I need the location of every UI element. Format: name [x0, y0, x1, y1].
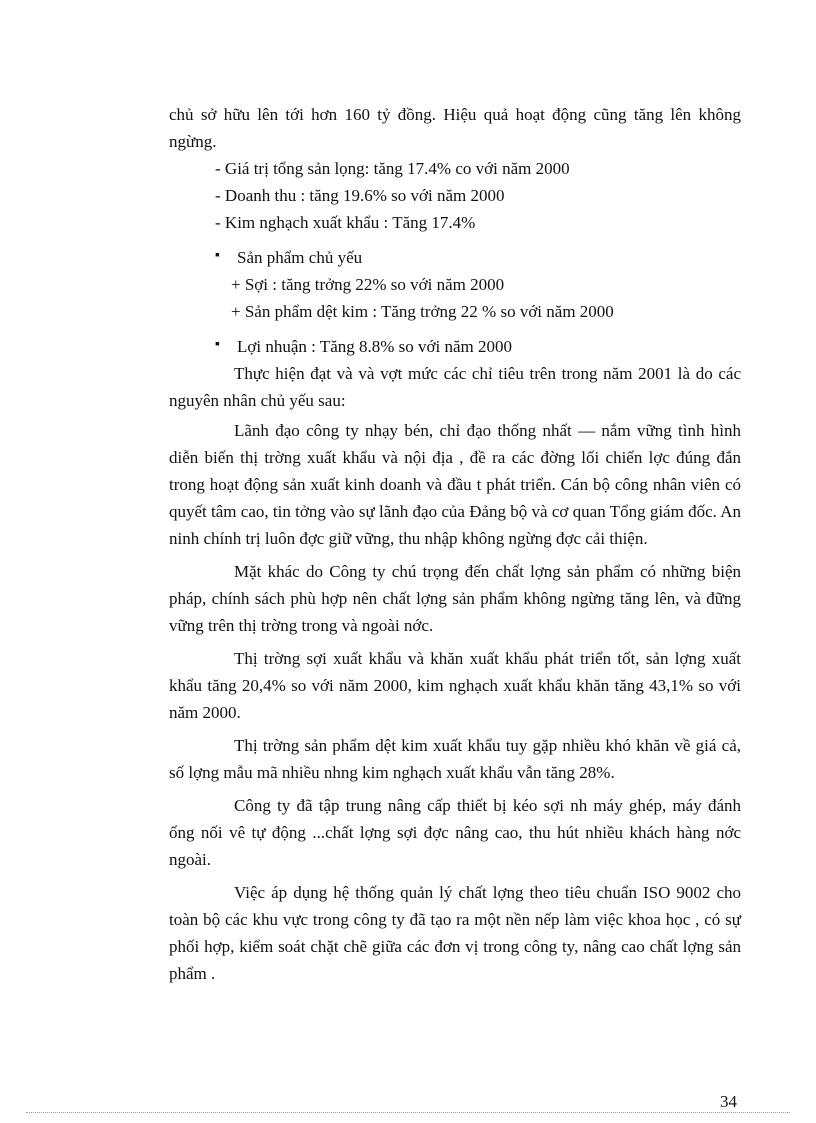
- bullet-item-main-products: [169, 244, 741, 271]
- paragraph-yarn-market: Thị trờng sợi xuất khẩu và khăn xuất khẩu phát triển tốt, sản lợng xuất khẩu tăng 20,4% so với năm 2000, kim nghạch xuất khẩu khăn tăng 43,1% so với năm 2000.: [169, 649, 741, 722]
- bullet-item-profit: [169, 333, 741, 360]
- dash-item-export-value: - Kim nghạch xuất khẩu : Tăng 17.4%: [215, 213, 476, 232]
- bullet-text: Lợi nhuận : Tăng 8.8% so với năm 2000: [237, 337, 512, 356]
- intro-paragraph: chủ sở hữu lên tới hơn 160 tỷ đồng. Hiệu quả hoạt động cũng tăng lên không ngừng.: [169, 105, 741, 151]
- paragraph-iso: Việc áp dụng hệ thống quản lý chất lợng theo tiêu chuẩn ISO 9002 cho toàn bộ các khu vực trong công ty đã tạo ra một nền nếp làm việc khoa học , có sự phối hợp, kiểm soát chặt chẽ giữa các đơn vị trong công ty, nâng cao chất lợng sản phẩm .: [169, 883, 741, 983]
- dash-item-total-output: - Giá trị tổng sản lọng: tăng 17.4% co với năm 2000: [215, 159, 570, 178]
- footer-divider: [26, 1112, 790, 1113]
- page-number: 34: [720, 1092, 737, 1111]
- paragraph-leadership: Lãnh đạo công ty nhạy bén, chỉ đạo thống nhất — nắm vững tình hình diễn biến thị trờng xuất khẩu và nội địa , đề ra các đờng lối chiến lợc đúng đắn trong hoạt động sản xuất kinh doanh và đầu t phát triển. Cán bộ công nhân viên có quyết tâm cao, tin tởng vào sự lãnh đạo của Đảng bộ và cơ quan Tổng giám đốc. An ninh chính trị luôn đợc giữ vững, thu nhập không ngừng đợc cải thiện.: [169, 421, 741, 548]
- sub-item-yarn: + Sợi : tăng trởng 22% so với năm 2000: [231, 275, 505, 294]
- dash-item-revenue: - Doanh thu : tăng 19.6% so với năm 2000: [215, 186, 505, 205]
- paragraph-knitwear-market: Thị trờng sản phẩm dệt kim xuất khẩu tuy gặp nhiều khó khăn về giá cả, số lợng mẫu mã nhiều nhng kim nghạch xuất khẩu vẫn tăng 28%.: [169, 736, 741, 782]
- bullet-icon: ▪: [215, 248, 220, 263]
- paragraph-quality-focus: Mặt khác do Công ty chú trọng đến chất lợng sản phẩm có những biện pháp, chính sách phù hợp nên chất lợng sản phẩm không ngừng tăng lên, và đững vững trên thị trờng trong và ngoài nớc.: [169, 562, 741, 635]
- paragraph-equipment: Công ty đã tập trung nâng cấp thiết bị kéo sợi nh máy ghép, máy đánh ống nối vê tự động ...chất lợng sợi đợc nâng cao, thu hút nhiều khách hàng nớc ngoài.: [169, 796, 741, 869]
- bullet-text: Sản phẩm chủ yếu: [237, 248, 363, 267]
- sub-item-knitted: + Sản phẩm dệt kim : Tăng trởng 22 % so với năm 2000: [231, 302, 614, 321]
- bullet-icon: ▪: [215, 337, 220, 352]
- body-text: [169, 101, 741, 987]
- paragraph-causes: Thực hiện đạt và và vợt mức các chỉ tiêu trên trong năm 2001 là do các nguyên nhân chủ yếu sau:: [169, 364, 741, 410]
